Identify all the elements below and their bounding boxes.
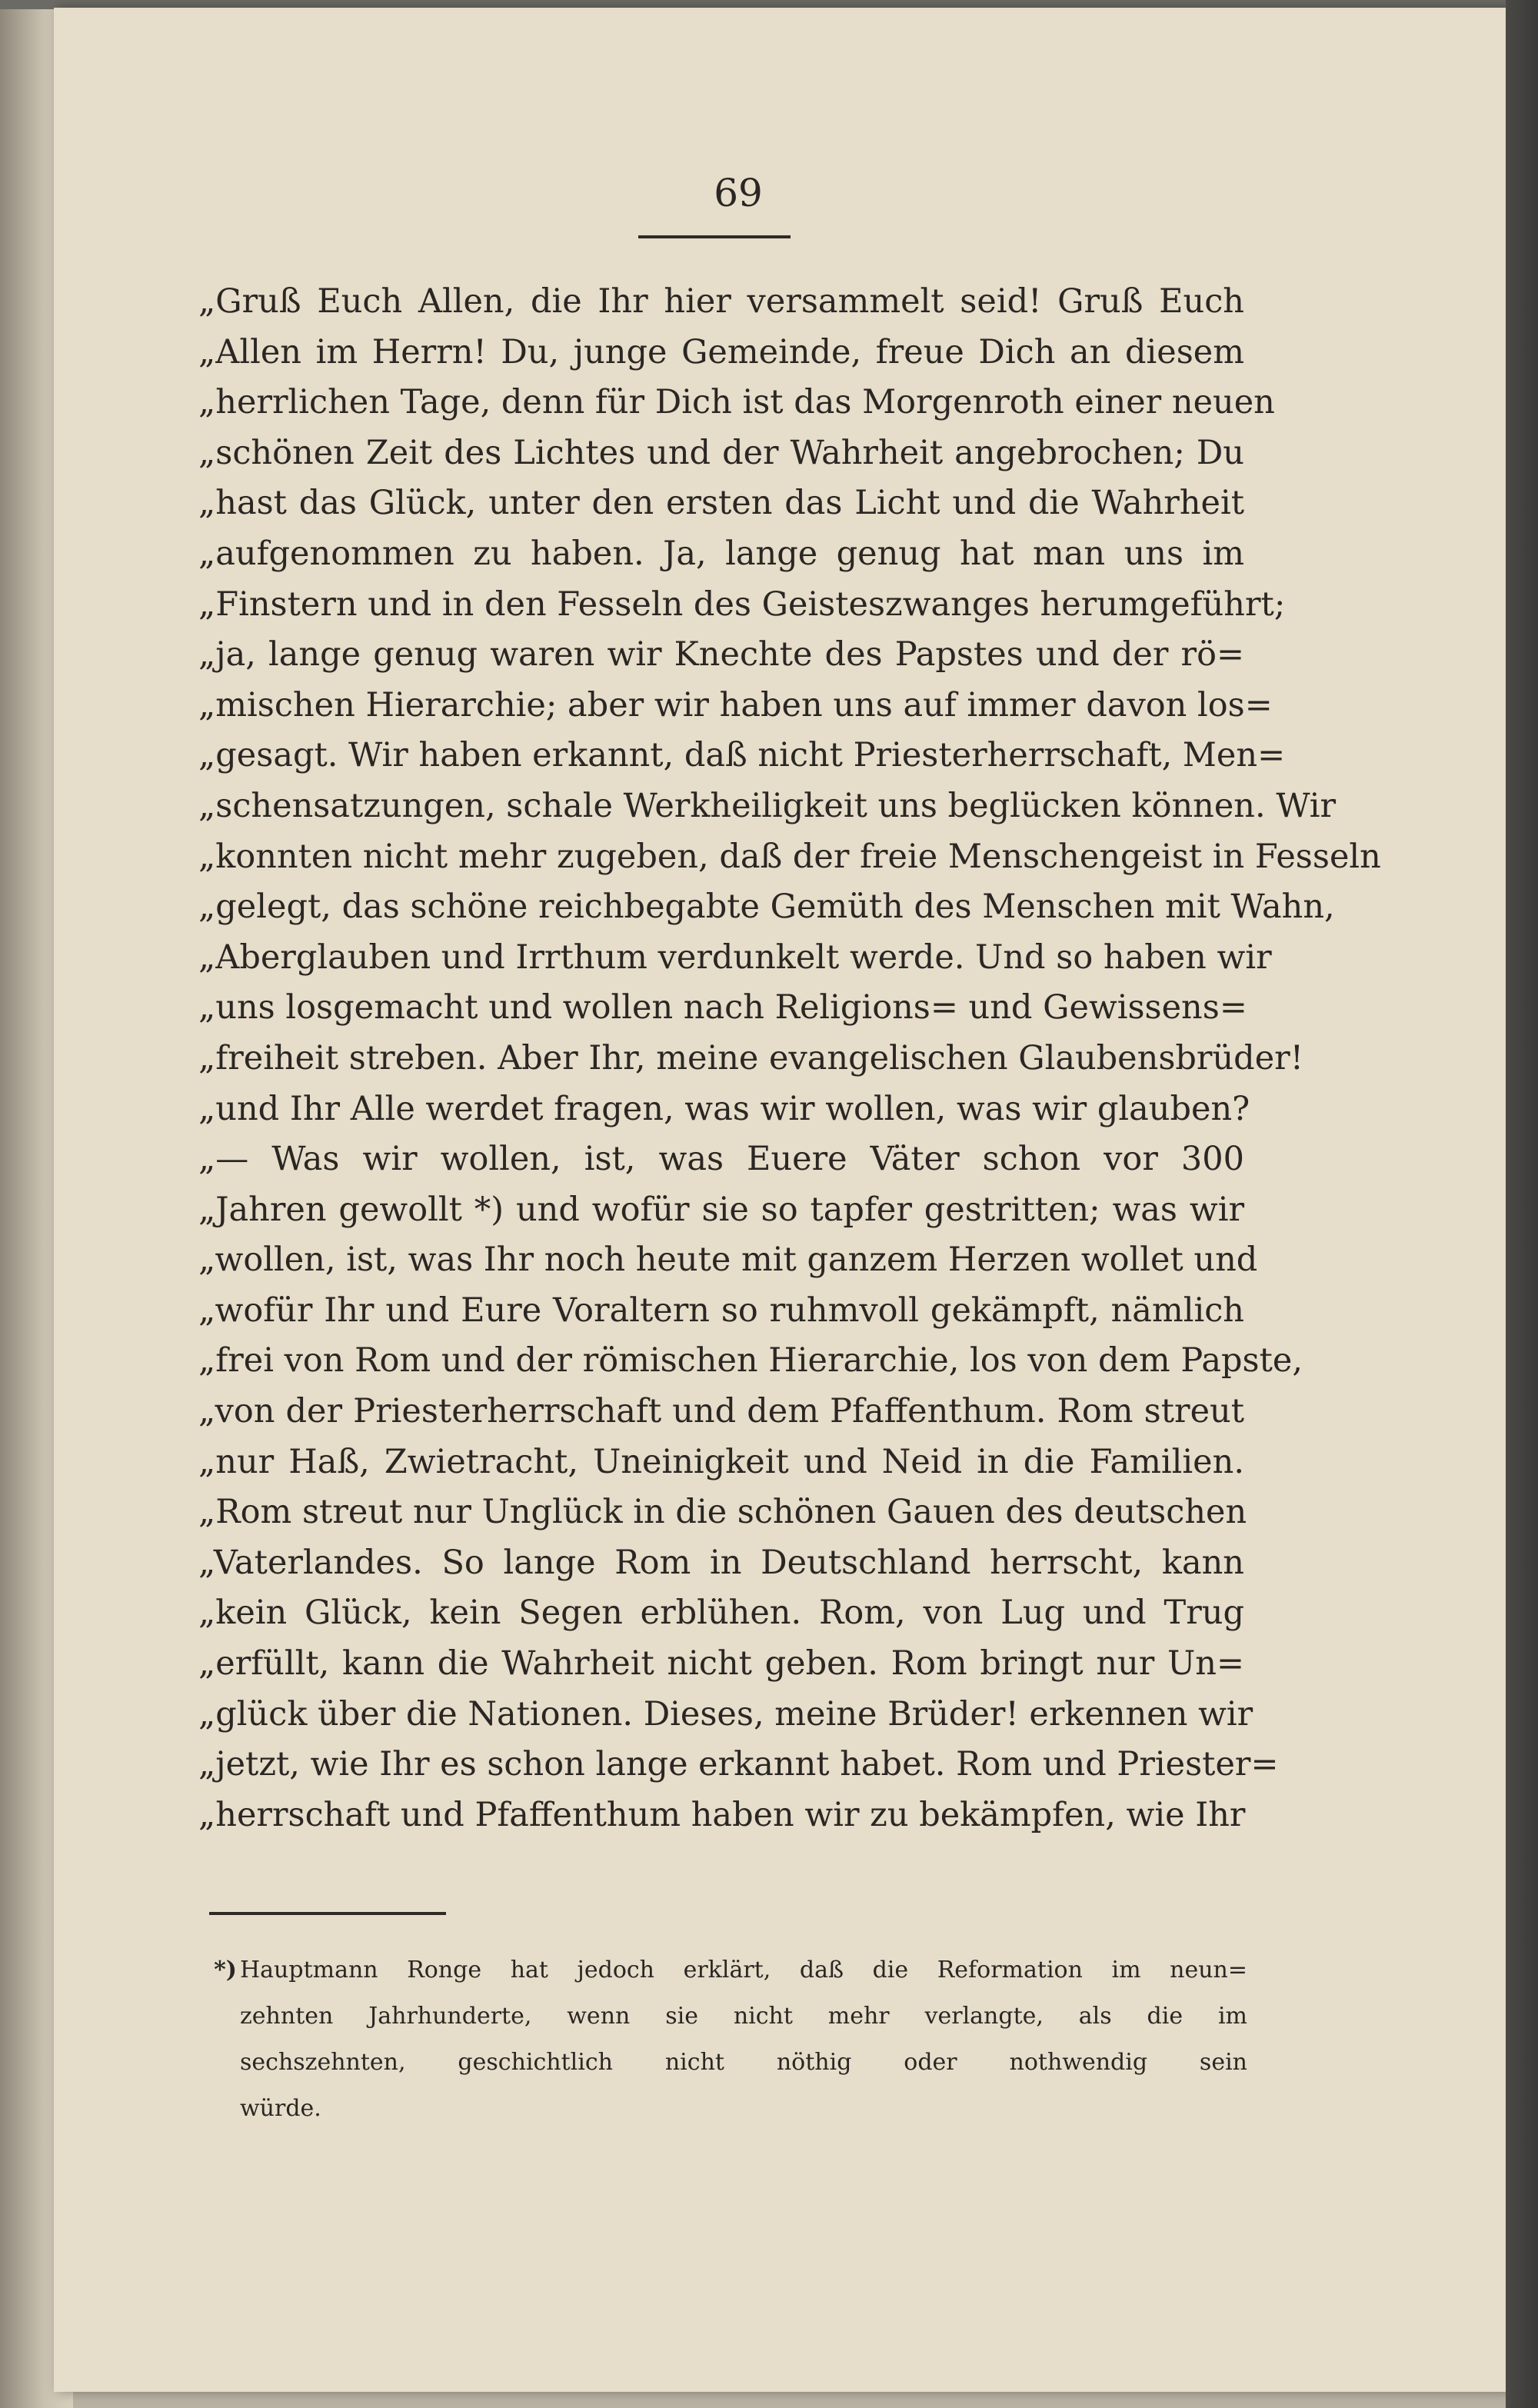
- text-line: „jetzt, wie Ihr es schon lange erkannt habet. Rom und Priester=: [198, 1745, 1279, 1784]
- footnote-rule: [209, 1912, 446, 1915]
- text-line: „herrlichen Tage, denn für Dich ist das Morgenroth einer neuen: [198, 383, 1275, 422]
- text-line: „hast das Glück, unter den ersten das Licht und die Wahrheit: [198, 484, 1244, 523]
- footnote-marker: *): [214, 1957, 237, 1983]
- text-line: „glück über die Nationen. Dieses, meine Brüder! erkennen wir: [198, 1694, 1253, 1734]
- text-line: „kein Glück, kein Segen erblühen. Rom, von Lug und Trug: [198, 1594, 1244, 1633]
- text-line: „— Was wir wollen, ist, was Euere Väter schon vor 300: [198, 1140, 1244, 1179]
- footnote-line: zehnten Jahrhunderte, wenn sie nicht mehr verlangte, als die im: [240, 2003, 1247, 2030]
- text-line: „schönen Zeit des Lichtes und der Wahrheit angebrochen; Du: [198, 433, 1244, 472]
- text-line: „Finstern und in den Fesseln des Geisteszwanges herumgeführt;: [198, 585, 1286, 624]
- text-line: „gesagt. Wir haben erkannt, daß nicht Priesterherrschaft, Men=: [198, 736, 1286, 775]
- text-line: „Allen im Herrn! Du, junge Gemeinde, freue Dich an diesem: [198, 332, 1244, 371]
- text-line: „und Ihr Alle werdet fragen, was wir wollen, was wir glauben?: [198, 1089, 1250, 1128]
- text-line: „aufgenommen zu haben. Ja, lange genug hat man uns im: [198, 534, 1244, 573]
- body-text: [198, 277, 1381, 1840]
- text-line: „wollen, ist, was Ihr noch heute mit ganzem Herzen wollet und: [198, 1241, 1258, 1280]
- page-number-rule: [638, 235, 791, 238]
- text-line: „nur Haß, Zwietracht, Uneinigkeit und Neid in die Familien.: [198, 1442, 1244, 1481]
- footnote-line: Hauptmann Ronge hat jedoch erklärt, daß die Reformation im neun=: [240, 1957, 1247, 1983]
- text-line: „Rom streut nur Unglück in die schönen Gauen des deutschen: [198, 1493, 1247, 1532]
- text-line: „frei von Rom und der römischen Hierarchie, los von dem Papste,: [198, 1341, 1303, 1381]
- text-line: „mischen Hierarchie; aber wir haben uns auf immer davon los=: [198, 685, 1273, 724]
- footnote: [214, 1947, 1247, 2132]
- text-line: „wofür Ihr und Eure Voraltern so ruhmvoll gekämpft, nämlich: [198, 1291, 1244, 1330]
- text-line: „Gruß Euch Allen, die Ihr hier versammelt seid! Gruß Euch: [198, 282, 1244, 321]
- page-number: 69: [714, 171, 763, 215]
- text-line: „freiheit streben. Aber Ihr, meine evangelischen Glaubensbrüder!: [198, 1038, 1303, 1077]
- text-line: „von der Priesterherrschaft und dem Pfaffenthum. Rom streut: [198, 1392, 1244, 1431]
- scan-right-edge: [1506, 0, 1538, 2408]
- footnote-line: würde.: [240, 2095, 321, 2122]
- text-line: „Vaterlandes. So lange Rom in Deutschland herrscht, kann: [198, 1543, 1244, 1582]
- text-line: „herrschaft und Pfaffenthum haben wir zu bekämpfen, wie Ihr: [198, 1795, 1246, 1834]
- text-line: „gelegt, das schöne reichbegabte Gemüth des Menschen mit Wahn,: [198, 888, 1335, 927]
- text-line: „ja, lange genug waren wir Knechte des Papstes und der rö=: [198, 635, 1244, 674]
- text-line: „schensatzungen, schale Werkheiligkeit uns beglücken können. Wir: [198, 786, 1337, 825]
- text-line: „uns losgemacht und wollen nach Religions= und Gewissens=: [198, 988, 1247, 1027]
- footnote-line: sechszehnten, geschichtlich nicht nöthig oder nothwendig sein: [240, 2049, 1247, 2076]
- text-line: „Aberglauben und Irrthum verdunkelt werde. Und so haben wir: [198, 938, 1272, 977]
- text-line: „Jahren gewollt *) und wofür sie so tapfer gestritten; was wir: [198, 1190, 1244, 1229]
- text-line: „erfüllt, kann die Wahrheit nicht geben. Rom bringt nur Un=: [198, 1644, 1244, 1684]
- text-line: „konnten nicht mehr zugeben, daß der freie Menschengeist in Fesseln: [198, 837, 1381, 876]
